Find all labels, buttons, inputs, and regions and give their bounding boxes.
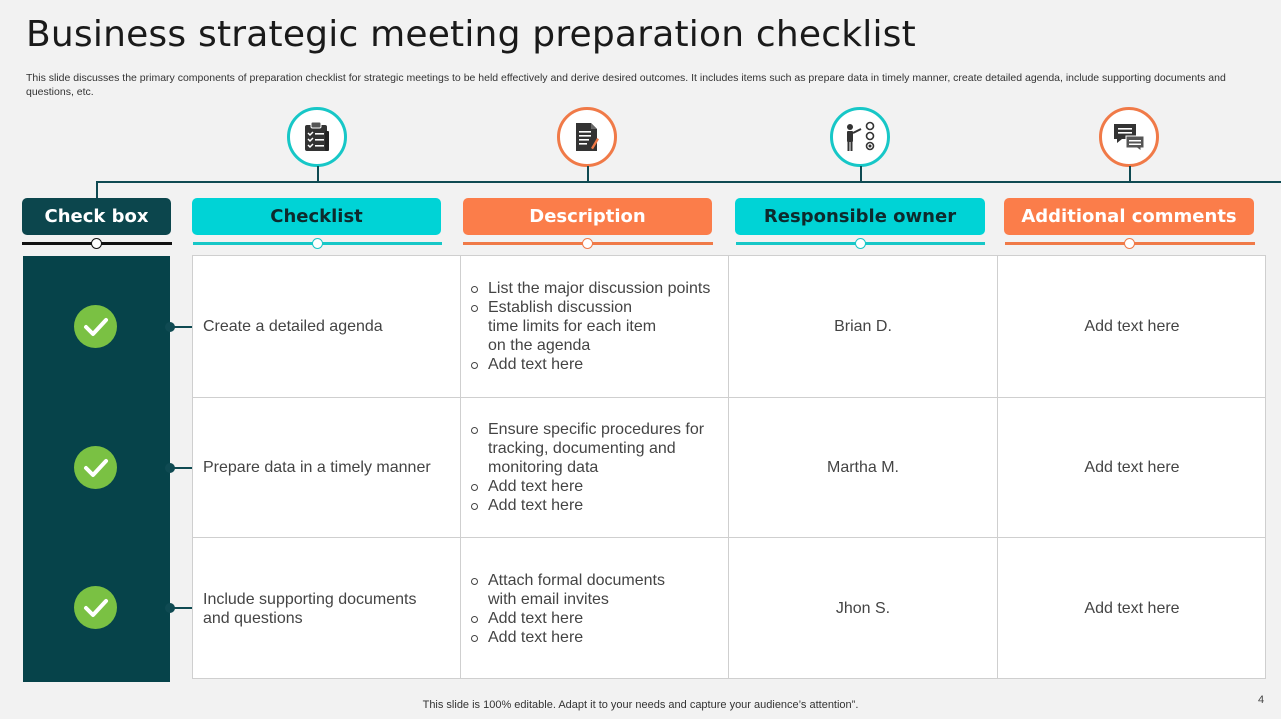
document-pen-icon (557, 107, 617, 167)
list-item: Establish discussion time limits for each item on the agenda (469, 298, 659, 355)
page-number: 4 (1258, 694, 1265, 706)
row-connector-dot (165, 322, 175, 332)
table-cell-comments: Add text here (998, 256, 1266, 398)
list-item: Add text here (469, 477, 709, 496)
header-description: Description (463, 198, 712, 235)
list-item: Add text here (469, 628, 679, 647)
checkbox-connector (96, 181, 98, 199)
description-list (461, 279, 710, 374)
header-underline-dot (91, 238, 102, 249)
table-cell-owner: Brian D. (729, 256, 998, 398)
table-cell-checklist: Include supporting documents and questions (193, 538, 461, 679)
icon-stem (317, 166, 319, 182)
list-item: List the major discussion points (469, 279, 710, 298)
row-connector-dot (165, 603, 175, 613)
check-mark-icon[interactable] (74, 305, 117, 348)
table-cell-checklist: Prepare data in a timely manner (193, 398, 461, 538)
checklist-table (192, 255, 1266, 679)
table-cell-comments: Add text here (998, 398, 1266, 538)
list-item: Add text here (469, 609, 679, 628)
check-mark-icon[interactable] (74, 586, 117, 629)
header-underline-dot (855, 238, 866, 249)
description-list (461, 571, 679, 647)
chat-bubbles-icon (1099, 107, 1159, 167)
table-cell-owner: Martha M. (729, 398, 998, 538)
row-connector-dot (165, 463, 175, 473)
icon-stem (1129, 166, 1131, 182)
header-responsible-owner: Responsible owner (735, 198, 985, 235)
top-connector-line (96, 181, 1281, 183)
header-underline-dot (582, 238, 593, 249)
list-item: Add text here (469, 496, 709, 515)
presenter-options-icon (830, 107, 890, 167)
icon-stem (587, 166, 589, 182)
page-subtitle: This slide discusses the primary components of preparation checklist for strategic meetings to be held effectively and derive desired outcomes. It includes items such as prepare data in timely manner, create detailed agenda, include supporting documents and questions, etc. (26, 72, 1226, 98)
page-title: Business strategic meeting preparation checklist (26, 14, 916, 55)
list-item: Ensure specific procedures for tracking, documenting and monitoring data (469, 420, 709, 477)
table-cell-description (461, 256, 729, 398)
table-cell-description (461, 398, 729, 538)
header-additional-comments: Additional comments (1004, 198, 1254, 235)
check-mark-icon[interactable] (74, 446, 117, 489)
header-underline-dot (312, 238, 323, 249)
header-check-box: Check box (22, 198, 171, 235)
table-cell-description (461, 538, 729, 679)
header-underline-dot (1124, 238, 1135, 249)
list-item: Add text here (469, 355, 710, 374)
list-item: Attach formal documents with email invites (469, 571, 679, 609)
table-cell-comments: Add text here (1084, 600, 1180, 617)
description-list (461, 420, 709, 515)
icon-stem (860, 166, 862, 182)
checklist-clipboard-icon (287, 107, 347, 167)
header-checklist: Checklist (192, 198, 441, 235)
table-cell-checklist: Create a detailed agenda (193, 256, 461, 398)
footer-note: This slide is 100% editable. Adapt it to your needs and capture your audience’s attention”. (422, 699, 859, 711)
table-cell-owner: Jhon S. (729, 538, 998, 679)
